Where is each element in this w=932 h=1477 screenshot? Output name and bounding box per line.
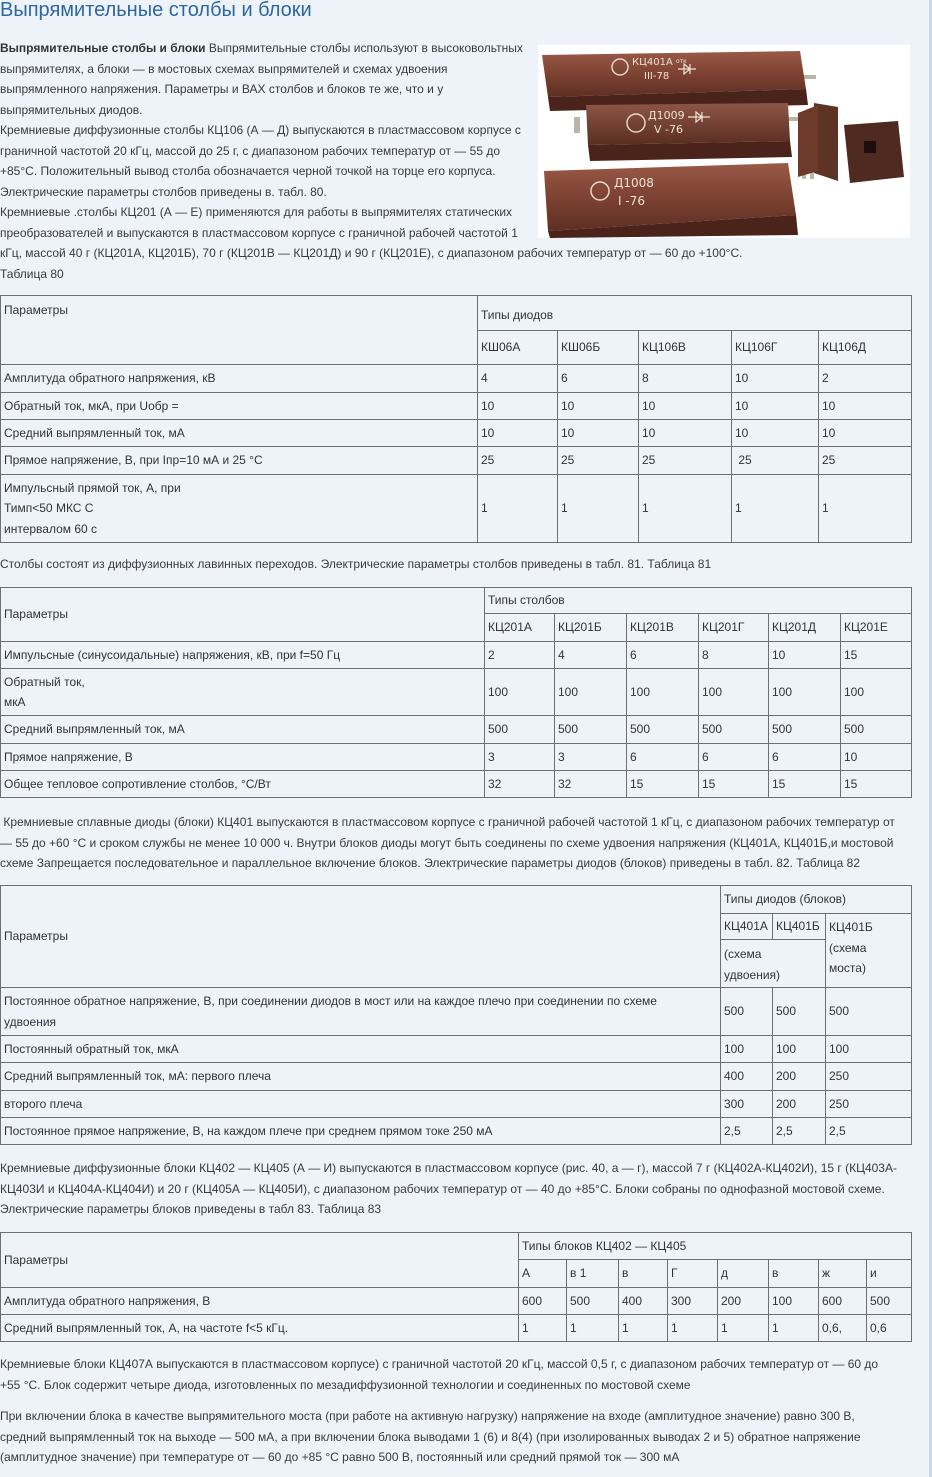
type-cell: КЦ401Б	[773, 914, 826, 940]
cell: 10	[558, 420, 639, 447]
cell: 500	[699, 716, 769, 744]
cell: 500	[769, 716, 841, 744]
cell: 1	[558, 475, 639, 543]
label-a2: III-78	[644, 71, 670, 82]
cell: 2,5	[773, 1118, 826, 1145]
table-row	[1, 393, 912, 420]
type-cell: и	[867, 1260, 912, 1288]
cell: 100	[769, 669, 841, 716]
table-row	[1, 669, 912, 716]
label-c1: Д1008	[614, 176, 654, 190]
type-cell: Г	[668, 1260, 718, 1288]
scheme-cell	[721, 940, 826, 988]
cell: 500	[826, 988, 912, 1036]
paragraph-last	[0, 1406, 930, 1468]
table-header-group: Типы блоков КЦ402 — КЦ405	[519, 1233, 912, 1260]
cell: 6	[769, 744, 841, 771]
cell: 32	[555, 771, 627, 798]
intro-line: Электрические параметры столбов приведены в. табл. 80.	[0, 184, 327, 199]
intro-line: +85°С. Положительный вывод столба обозначается черной точкой на торце его корпуса.	[0, 164, 496, 178]
type-cell: КЦ201Б	[555, 614, 627, 642]
type-cell: КЦ106В	[639, 331, 732, 365]
label-b1: Д1009	[648, 109, 685, 122]
cell: 500	[555, 716, 627, 744]
cell: 400	[721, 1063, 773, 1091]
cell: 0,6,	[819, 1315, 867, 1342]
table-80	[0, 295, 912, 543]
type-cell: КЦ201В	[627, 614, 699, 642]
table-row	[1, 988, 912, 1036]
scheme-line: (схема	[724, 947, 762, 961]
cell: 100	[627, 669, 699, 716]
cell: 500	[485, 716, 555, 744]
table-row	[1, 1315, 912, 1342]
cell: 1	[639, 475, 732, 543]
cell: 500	[841, 716, 912, 744]
table-row	[1, 1118, 912, 1145]
cell: 8	[699, 642, 769, 669]
cell: 10	[732, 365, 819, 393]
table-header-params: Параметры	[1, 1233, 519, 1288]
cell: 10	[819, 420, 912, 447]
type-cell: в	[619, 1260, 668, 1288]
table-row	[1, 1288, 912, 1315]
row-label: Средний выпрямленный ток, мА	[1, 420, 478, 447]
rectifier-illustration	[538, 45, 910, 238]
type-cell: КЦ401А	[721, 914, 773, 940]
cell: 15	[841, 642, 912, 669]
row-label: Обратный ток, мкА, при Uобр =	[1, 393, 478, 420]
table-row	[1, 447, 912, 475]
paragraph-line: схеме Запрещается последовательное и параллельное включение блоков. Электрические параметры диодов (блоков) приведены в табл. 82. Таблица 82	[0, 856, 861, 870]
cell: 500	[773, 988, 826, 1036]
cell: 600	[519, 1288, 567, 1315]
type-line: КЦ401Б	[829, 920, 873, 934]
cell: 6	[627, 642, 699, 669]
table-row	[1, 420, 912, 447]
table-row	[1, 365, 912, 393]
paragraph-line: (амплитудное значение) при температуре от — 60 до +85 °С равно 500 В, постоянный или средний прямой ток — 300 мА	[0, 1450, 680, 1464]
table-82	[0, 885, 912, 1145]
cell: 25	[478, 447, 558, 475]
intro-line: выпрямленного напряжения. Параметры и ВАХ столбов и блоков те же, что и у	[0, 82, 444, 96]
row-label-line: удвоения	[4, 1014, 57, 1029]
type-cell: в	[769, 1260, 819, 1288]
paragraph-407	[0, 1354, 930, 1395]
cell: 2,5	[826, 1118, 912, 1145]
paragraph-line: Кремниевые сплавные диоды (блоки) КЦ401 выпускаются в пластмассовом корпусе с граничной рабочей частотой 1 кГц, с диапазоном рабочих температур от	[0, 815, 895, 829]
row-label: Общее тепловое сопротивление столбов, °С/Вт	[1, 771, 485, 798]
cell: 10	[558, 393, 639, 420]
row-label-line: мкА	[4, 695, 26, 709]
cell: 100	[699, 669, 769, 716]
cell: 15	[769, 771, 841, 798]
row-label-line: Импульсный прямой ток, А, при	[4, 480, 181, 495]
type-cell: А	[519, 1260, 567, 1288]
row-label: Амплитуда обратного напряжения, кВ	[1, 365, 478, 393]
row-label	[1, 669, 485, 716]
cell: 3	[485, 744, 555, 771]
table-row	[1, 771, 912, 798]
rectifier-block-b	[586, 103, 790, 145]
cell: 1	[567, 1315, 619, 1342]
table-header-group: Типы диодов	[478, 296, 912, 331]
cell: 100	[721, 1036, 773, 1063]
cell: 100	[773, 1036, 826, 1063]
intro-line: Кремниевые .столбы КЦ201 (А — Е) применяются для работы в выпрямителях статических	[0, 205, 513, 219]
cell: 3	[555, 744, 627, 771]
paragraph-81: Столбы состоят из диффузионных лавинных переходов. Электрические параметры столбов приведены в табл. 81. Таблица 81	[0, 557, 712, 571]
intro-line: преобразователей и выпускаются в пластмассовом корпусе с граничной рабочей частотой 1	[0, 225, 518, 240]
cell: 32	[485, 771, 555, 798]
cell: 1	[819, 475, 912, 543]
row-label: Постоянное прямое напряжение, В, на каждом плече при среднем прямом токе 250 мА	[1, 1118, 721, 1145]
cell: 25	[558, 447, 639, 475]
paragraph-line: Кремниевые диффузионные блоки КЦ402 — КЦ405 (А — И) выпускаются в пластмассовом корпусе (рис. 40, а — г), массой 7 г (КЦ402А-КЦ402И), 15 г (КЦ403А-	[0, 1161, 897, 1175]
label-b2: V -76	[654, 123, 683, 136]
table-row	[1, 716, 912, 744]
cell: 4	[478, 365, 558, 393]
row-label-line: Постоянное обратное напряжение, В, при соединении диодов в мост или на каждое плечо при соединении по схеме	[4, 994, 657, 1008]
table-header-params: Параметры	[1, 296, 478, 365]
table-row	[1, 642, 912, 669]
type-line: (схема	[829, 940, 867, 955]
table-header-group: Типы диодов (блоков)	[721, 886, 912, 914]
table-row	[1, 744, 912, 771]
cell: 10	[639, 420, 732, 447]
row-label: Прямое напряжение, В, при Iпр=10 мА и 25 °С	[1, 447, 478, 475]
label-a1: КЦ401А	[632, 57, 673, 68]
rectifier-photo	[538, 45, 910, 238]
page-title: Выпрямительные столбы и блоки	[0, 0, 312, 21]
cell: 500	[567, 1288, 619, 1315]
cell: 2	[485, 642, 555, 669]
type-cell: КЦ201Д	[769, 614, 841, 642]
cell: 10	[478, 393, 558, 420]
cell: 10	[639, 393, 732, 420]
type-cell: КЦ106Д	[819, 331, 912, 365]
cell: 300	[668, 1288, 718, 1315]
cell: 0,6	[867, 1315, 912, 1342]
cell: 10	[841, 744, 912, 771]
cell: 15	[699, 771, 769, 798]
paragraph-line: При включении блока в качестве выпрямительного моста (при работе на активную нагрузку) напряжение на входе (амплитудное значение) равно 300 В,	[0, 1409, 855, 1423]
cell: 600	[819, 1288, 867, 1315]
row-label: Средний выпрямленный ток, мА	[1, 716, 485, 744]
type-cell: ж	[819, 1260, 867, 1288]
label-c2: I -76	[618, 194, 645, 208]
label-a3: отк	[676, 58, 687, 65]
row-label: Средний выпрямленный ток, А, на частоте f<5 кГц.	[1, 1315, 519, 1342]
paragraph-line: КЦ403И и КЦ404А-КЦ404И) и 20 г (КЦ405А — КЦ405И), с диапазоном рабочих температур от — 40 до +85°С. Блоки собраны по однофазной мостовой схеме.	[0, 1181, 885, 1196]
cell: 200	[718, 1288, 769, 1315]
cell: 15	[627, 771, 699, 798]
type-cell: КЦ106Г	[732, 331, 819, 365]
table-header-params: Параметры	[1, 588, 485, 642]
cell: 10	[769, 642, 841, 669]
table-83	[0, 1232, 912, 1342]
cell: 10	[732, 420, 819, 447]
row-label: Постоянный обратный ток, мкА	[1, 1036, 721, 1063]
cell: 250	[826, 1063, 912, 1091]
paragraph-line: — 55 до +60 °С и сроком службы не менее 10 000 ч. Внутри блоков диоды могут быть соединены по схеме удвоения напряжения (КЦ401А, КЦ401Б,и мостовой	[0, 835, 894, 850]
row-label: второго плеча	[1, 1091, 721, 1118]
cell: 25	[639, 447, 732, 475]
row-label-line: Тимп<50 МКС С	[4, 501, 94, 516]
paragraph-line: Электрические параметры блоков приведены в табл 83. Таблица 83	[0, 1202, 382, 1216]
cell: 6	[627, 744, 699, 771]
cell: 500	[867, 1288, 912, 1315]
cell: 100	[485, 669, 555, 716]
table-header-params: Параметры	[1, 886, 721, 988]
row-label: Средний выпрямленный ток, мА: первого плеча	[1, 1063, 721, 1091]
cell: 100	[826, 1036, 912, 1063]
cell: 1	[668, 1315, 718, 1342]
type-cell: КЦ201Г	[699, 614, 769, 642]
cell: 2	[819, 365, 912, 393]
table-row	[1, 475, 912, 543]
cell: 2,5	[721, 1118, 773, 1145]
rectifier-block-a	[542, 51, 806, 97]
row-label	[1, 475, 478, 543]
paragraph-line: Кремниевые блоки КЦ407А выпускаются в пластмассовом корпусе) с граничной частотой 20 кГц, массой 0,5 г, с диапазоном рабочих температур от — 60 до	[0, 1357, 879, 1371]
cell: 100	[555, 669, 627, 716]
table-header-group: Типы столбов	[485, 588, 912, 614]
cell: 10	[478, 420, 558, 447]
cell: 200	[773, 1063, 826, 1091]
cell: 6	[558, 365, 639, 393]
intro-line: выпрямительных диодов.	[0, 102, 143, 117]
type-line: моста)	[829, 961, 866, 975]
table-81	[0, 587, 912, 798]
type-cell: КЦ201А	[485, 614, 555, 642]
cell: 1	[478, 475, 558, 543]
cell: 1	[769, 1315, 819, 1342]
intro-line: Выпрямительные столбы используют в высоковольтных	[205, 41, 523, 55]
type-cell	[826, 914, 912, 988]
intro-line: кГц, массой 40 г (КЦ201А, КЦ201Б), 70 г (КЦ201В — КЦ201Д) и 90 г (КЦ201Е), с диапазоном рабочих температур от — 60 до +100°С.	[0, 246, 743, 260]
scheme-line: удвоения)	[724, 967, 781, 982]
row-label-line: интервалом 60 с	[4, 521, 98, 536]
cell: 1	[718, 1315, 769, 1342]
cell: 500	[627, 716, 699, 744]
cell: 25	[732, 447, 819, 475]
intro-line: Кремниевые диффузионные столбы КЦ106 (А — Д) выпускаются в пластмассовом корпусе с	[0, 123, 521, 137]
cell: 10	[819, 393, 912, 420]
cell: 6	[699, 744, 769, 771]
cell: 15	[841, 771, 912, 798]
row-label: Импульсные (синусоидальные) напряжения, кВ, при f=50 Гц	[1, 642, 485, 669]
cell: 400	[619, 1288, 668, 1315]
row-label: Прямое напряжение, В	[1, 744, 485, 771]
table-row	[1, 1091, 912, 1118]
table-caption: Таблица 80	[0, 266, 64, 281]
intro-line: выпрямителях, а блоки — в мостовых схемах выпрямителей и схемах удвоения	[0, 61, 448, 76]
type-cell: КЦ201Е	[841, 614, 912, 642]
table-row	[1, 1036, 912, 1063]
cell: 10	[732, 393, 819, 420]
cell: 4	[555, 642, 627, 669]
type-cell: д	[718, 1260, 769, 1288]
cell: 25	[819, 447, 912, 475]
cell: 1	[732, 475, 819, 543]
paragraph-83	[0, 1158, 930, 1220]
row-label-line: Обратный ток,	[4, 674, 85, 689]
cell: 1	[619, 1315, 668, 1342]
cell: 250	[826, 1091, 912, 1118]
intro-lead: Выпрямительные столбы и блоки	[0, 41, 206, 55]
type-cell: КШ06Б	[558, 331, 639, 365]
cell: 300	[721, 1091, 773, 1118]
paragraph-line: +55 °С. Блок содержит четыре диода, изготовленных по мезадиффузионной технологии и соединенных по мостовой схеме	[0, 1377, 691, 1392]
intro-line: граничной частотой 20 кГц, массой до 25 г, с диапазоном рабочих температур от — 55 до	[0, 143, 500, 158]
paragraph-line: средний выпрямленный ток на выходе — 500 мА, а при включении блока выводами 1 (6) и 8(4) (при изолированных выводах 2 и 5) обратное напряжение	[0, 1429, 861, 1444]
paragraph-82	[0, 812, 930, 874]
cell: 8	[639, 365, 732, 393]
type-cell: в 1	[567, 1260, 619, 1288]
cell: 200	[773, 1091, 826, 1118]
cell: 1	[519, 1315, 567, 1342]
cell: 100	[841, 669, 912, 716]
type-cell: КШ06А	[478, 331, 558, 365]
row-label: Амплитуда обратного напряжения, В	[1, 1288, 519, 1315]
row-label	[1, 988, 721, 1036]
table-row	[1, 1063, 912, 1091]
cell: 100	[769, 1288, 819, 1315]
cell: 500	[721, 988, 773, 1036]
